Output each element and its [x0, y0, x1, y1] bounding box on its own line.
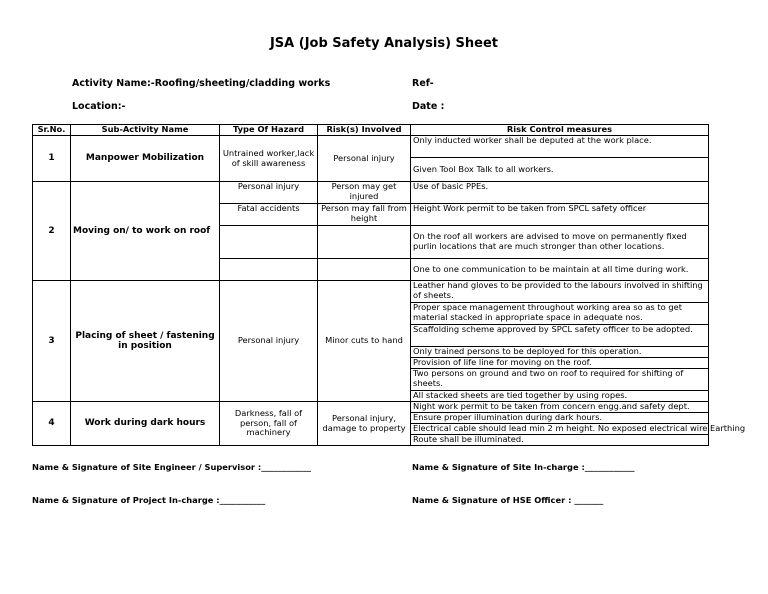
sig-project-incharge: Name & Signature of Project In-charge :___________	[32, 495, 266, 505]
row2-risk-2: Person may fall from height	[318, 204, 411, 226]
row3-sr: 3	[33, 281, 71, 402]
row4-measure-2: Ensure proper illumination during dark hours.	[411, 413, 709, 424]
row3-measure-1: Leather hand gloves to be provided to the labours involved in shifting of sheets.	[411, 281, 709, 303]
table-header-row	[33, 125, 709, 136]
row4-measure-3: Electrical cable should lead min 2 m height. No exposed electrical wire.Earthing	[411, 424, 709, 435]
row1-measure-1: Only inducted worker shall be deputed at the work place.	[411, 136, 709, 158]
col-subactivity: Sub-Activity Name	[71, 125, 220, 136]
row4-hazard: Darkness, fall of person, fall of machinery	[220, 402, 318, 446]
row4-activity: Work during dark hours	[71, 402, 220, 446]
row4-sr: 4	[33, 402, 71, 446]
row4-measure-1: Night work permit to be taken from concern engg.and safety dept.	[411, 402, 709, 413]
row3-measure-4: Only trained persons to be deployed for this operation.	[411, 347, 709, 358]
table-row	[33, 136, 709, 158]
row4-risk: Personal injury, damage to property	[318, 402, 411, 446]
row3-risk: Minor cuts to hand	[318, 281, 411, 402]
col-control: Risk Control measures	[411, 125, 709, 136]
row2-measure-3: On the roof all workers are advised to move on permanently fixed purlin locations that are much stronger than other locations.	[411, 226, 709, 259]
row1-risk: Personal injury	[318, 136, 411, 182]
sig-hse-officer: Name & Signature of HSE Officer : _______	[412, 495, 604, 505]
row2-risk-1: Person may get injured	[318, 182, 411, 204]
page-title: JSA (Job Safety Analysis) Sheet	[269, 36, 499, 51]
row1-hazard: Untrained worker,lack of skill awareness	[220, 136, 318, 182]
row2-activity: Moving on/ to work on roof	[71, 182, 220, 281]
row3-measure-6: Two persons on ground and two on roof to required for shifting of sheets.	[411, 369, 709, 391]
col-hazard: Type Of Hazard	[220, 125, 318, 136]
empty-cell	[220, 226, 318, 259]
row3-measure-2: Proper space management throughout working area so as to get material stacked in appropriate space in adequate nos.	[411, 303, 709, 325]
sig-site-engineer: Name & Signature of Site Engineer / Supervisor :____________	[32, 462, 311, 472]
row1-activity: Manpower Mobilization	[71, 136, 220, 182]
table-row	[33, 402, 709, 413]
row2-hazard-2: Fatal accidents	[220, 204, 318, 226]
ref-label: Ref-	[412, 78, 434, 89]
empty-cell	[318, 226, 411, 259]
row3-hazard: Personal injury	[220, 281, 318, 402]
empty-cell	[318, 259, 411, 281]
row2-measure-2: Height Work permit to be taken from SPCL safety officer	[411, 204, 709, 226]
row3-measure-3: Scaffolding scheme approved by SPCL safety officer to be adopted.	[411, 325, 709, 347]
location-label: Location:-	[72, 101, 126, 112]
row3-measure-5: Provision of life line for moving on the roof.	[411, 358, 709, 369]
row3-measure-7: All stacked sheets are tied together by using ropes.	[411, 391, 709, 402]
row1-sr: 1	[33, 136, 71, 182]
row2-measure-1: Use of basic PPEs.	[411, 182, 709, 204]
sig-site-incharge: Name & Signature of Site In-charge :____________	[412, 462, 635, 472]
date-label: Date :	[412, 101, 445, 112]
row2-hazard-1: Personal injury	[220, 182, 318, 204]
row2-sr: 2	[33, 182, 71, 281]
table-row	[33, 281, 709, 303]
row2-measure-4: One to one communication to be maintain at all time during work.	[411, 259, 709, 281]
table-row	[33, 182, 709, 204]
row3-activity: Placing of sheet / fastening in position	[71, 281, 220, 402]
jsa-table	[32, 124, 746, 446]
col-risk: Risk(s) Involved	[318, 125, 411, 136]
row1-measure-2: Given Tool Box Talk to all workers.	[411, 158, 709, 182]
row4-measure-4: Route shall be illuminated.	[411, 435, 709, 446]
activity-name: Activity Name:-Roofing/sheeting/cladding works	[72, 78, 331, 89]
empty-cell	[220, 259, 318, 281]
col-srno: Sr.No.	[33, 125, 71, 136]
